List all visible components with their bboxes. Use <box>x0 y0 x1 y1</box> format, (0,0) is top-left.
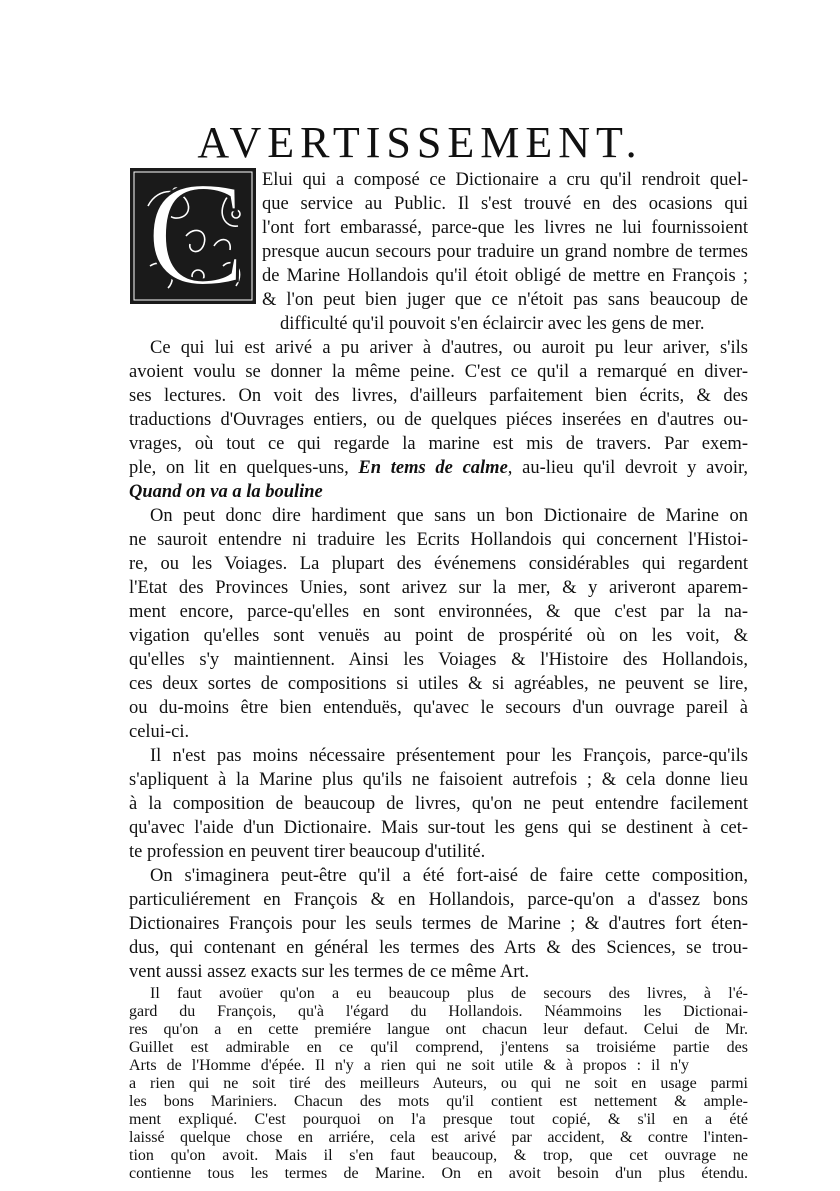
text-line: ment expliqué. C'est pourquoi on l'a presque tout copié, & s'il en a été <box>129 1111 748 1128</box>
ornamental-dropcap-c <box>128 166 258 306</box>
text-line <box>129 480 748 504</box>
text-line: Guillet est admirable en ce qu'il comprend, j'entens sa troisiéme partie des <box>129 1039 748 1056</box>
text-line: ne sauroit entendre ni traduire les Ecrits Hollandois qui concernent l'Histoi- <box>129 530 748 550</box>
text-line: a rien qui ne soit tiré des meilleurs Auteurs, ou qui ne soit en usage parmi <box>129 1075 748 1092</box>
text-line: Il faut avoüer qu'on a eu beaucoup plus de secours des livres, à l'é- <box>150 985 748 1002</box>
text-line: celui-ci. <box>129 722 190 742</box>
text-line: On peut donc dire hardiment que sans un bon Dictionaire de Marine on <box>150 506 748 526</box>
text-line: laissé quelque chose en arriére, cela est arivé par accident, & contre l'inten- <box>129 1129 748 1146</box>
text-line: l'ont fort embarassé, parce-que les livres ne lui fournissoient <box>262 218 748 238</box>
text-line: On s'imaginera peut-être qu'il a été fort-aisé de faire cette composition, <box>150 866 748 886</box>
text-line: de Marine Hollandois qu'il étoit obligé de mettre en François ; <box>262 266 748 286</box>
text-line: vent aussi assez exacts sur les termes de ce même Art. <box>129 962 530 982</box>
dropcap-letter: C <box>145 166 247 306</box>
text-line: gard du François, qu'à l'égard du Hollandois. Néammoins les Dictionai- <box>129 1003 748 1020</box>
text-segment: , au-lieu qu'il devroit y avoir, <box>507 458 748 478</box>
text-line: presque aucun secours pour traduire un grand nombre de termes <box>262 242 748 262</box>
text-line: te profession en peuvent tirer beaucoup d'utilité. <box>129 842 486 862</box>
text-line: à la composition de beaucoup de livres, qu'on ne peut entendre facilement <box>129 794 748 814</box>
text-line: Dictionaires François pour les seuls termes de Marine ; & d'autres fort éten- <box>129 914 748 934</box>
text-line: vigation qu'elles sont venuës au point de prospérité où on les voit, & <box>129 626 748 646</box>
text-segment: ple, on lit en quelques-uns, <box>129 458 349 478</box>
text-line: les bons Mariniers. Chacun des mots qu'il contient est nettement & ample- <box>129 1093 748 1110</box>
text-line: tion qu'on avoit. Mais il s'en faut beaucoup, & trop, que cet ouvrage ne <box>129 1147 748 1164</box>
text-line: traductions d'Ouvrages entiers, ou de quelques piéces inserées en d'autres ou- <box>129 410 748 430</box>
text-line: avoient voulu se donner la même peine. C'est ce qu'il a remarqué en diver- <box>129 362 748 382</box>
text-line: contienne tous les termes de Marine. On en avoit besoin d'un plus étendu. <box>129 1165 748 1182</box>
text-line: Elui qui a composé ce Dictionaire a cru qu'il rendroit quel- <box>262 170 748 190</box>
italic-term: Quand on va a la bouline <box>129 482 323 502</box>
text-line: qu'avec l'aide d'un Dictionaire. Mais sur-tout les gens qui se destinent à cet- <box>129 818 748 838</box>
page-title: AVERTISSEMENT. <box>197 118 643 167</box>
text-line-with-italic <box>129 456 748 480</box>
text-line: Arts de l'Homme d'épée. Il n'y a rien qui ne soit utile & à propos : il n'y <box>129 1057 689 1074</box>
text-line: difficulté qu'il pouvoit s'en éclaircir avec les gens de mer. <box>280 314 705 334</box>
text-line: re, ou les Voiages. La plupart des événemens considérables qui regardent <box>129 554 748 574</box>
text-line: vrages, où tout ce qui regarde la marine est mis de travers. Par exem- <box>129 434 748 454</box>
text-line: ment encore, parce-qu'elles en sont environnées, & que c'est par la na- <box>129 602 748 622</box>
text-line: qu'elles s'y maintiennent. Ainsi les Voiages & l'Histoire des Hollandois, <box>129 650 748 670</box>
text-line: Il n'est pas moins nécessaire présentement pour les François, parce-qu'ils <box>150 746 748 766</box>
text-line: dus, qui contenant en général les termes des Arts & des Sciences, se trou- <box>129 938 748 958</box>
text-line: Ce qui lui est arivé a pu ariver à d'autres, ou auroit pu leur ariver, s'ils <box>150 338 748 358</box>
text-line: ces deux sortes de compositions si utiles & si agréables, ne peuvent se lire, <box>129 674 748 694</box>
text-line: particuliérement en François & en Hollandois, parce-qu'on a d'assez bons <box>129 890 748 910</box>
text-line: & l'on peut bien juger que ce n'étoit pas sans beaucoup de <box>262 290 748 310</box>
text-line: s'apliquent à la Marine plus qu'ils ne faisoient autrefois ; & cela donne lieu <box>129 770 748 790</box>
text-line: res qu'on a en cette premiére langue ont chacun leur defaut. Celui de Mr. <box>129 1021 748 1038</box>
text-line: ou du-moins être bien entenduës, qu'avec le secours d'un ouvrage pareil à <box>129 698 748 718</box>
text-line: l'Etat des Provinces Unies, sont arivez sur la mer, & y ariveront aparem- <box>129 578 748 598</box>
text-line: que service au Public. Il s'est trouvé en des ocasions qui <box>262 194 748 214</box>
text-line: ses lectures. On voit des livres, d'ailleurs parfaitement bien écrits, & des <box>129 386 748 406</box>
italic-term: En tems de calme <box>358 458 508 478</box>
